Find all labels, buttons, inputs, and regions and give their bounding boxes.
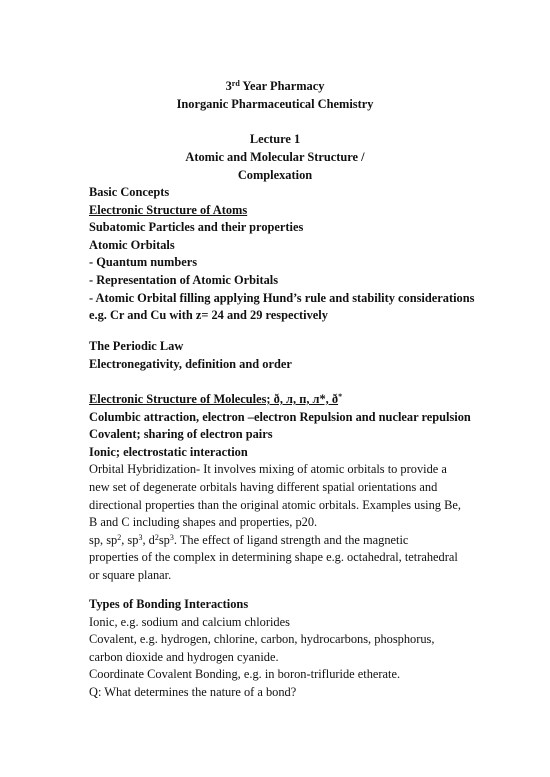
lecture-title-line1: Atomic and Molecular Structure / xyxy=(185,150,365,164)
section-periodic-law xyxy=(89,338,461,373)
atomic-orbitals-heading: Atomic Orbitals xyxy=(89,237,175,252)
section-basic-concepts xyxy=(89,184,475,325)
representation-item: - Representation of Atomic Orbitals xyxy=(89,272,279,287)
year-text: Year Pharmacy xyxy=(239,79,325,93)
year-heading xyxy=(0,78,550,96)
covalent-sharing-item: Covalent; sharing of electron pairs xyxy=(89,427,273,442)
section-bonding-interactions xyxy=(89,596,461,702)
ionic-electrostatic-item: Ionic; electrostatic interaction xyxy=(89,444,248,459)
section-molecules xyxy=(89,391,471,585)
year-superscript: rd xyxy=(231,79,240,88)
molecules-heading-superscript: * xyxy=(338,392,343,401)
lecture-title-line2: Complexation xyxy=(237,168,313,182)
electronegativity-item: Electronegativity, definition and order xyxy=(89,356,292,371)
course-title: Inorganic Pharmaceutical Chemistry xyxy=(176,97,374,111)
bonding-types-heading: Types of Bonding Interactions xyxy=(89,597,249,611)
orbital-hybridization-paragraph: Orbital Hybridization- It involves mixing of atomic orbitals to provide a new set of degenerate orbitals having different spatial orientations and directional properties than the original atomic orbitals. Examples using Be, B and C including shapes and properties, p20. xyxy=(89,462,461,530)
columbic-attraction-item: Columbic attraction, electron –electron Repulsion and nuclear repulsion xyxy=(89,409,471,424)
orbital-filling-item: - Atomic Orbital filling applying Hund’s rule and stability considerations xyxy=(89,290,475,305)
electronic-structure-atoms-heading: Electronic Structure of Atoms xyxy=(89,202,248,217)
lecture-number: Lecture 1 xyxy=(249,132,301,146)
cr-cu-example: e.g. Cr and Cu with z= 24 and 29 respectively xyxy=(89,308,328,323)
bond-nature-question: Q: What determines the nature of a bond? xyxy=(89,684,297,699)
electronic-structure-molecules-heading xyxy=(89,391,461,409)
covalent-example: Covalent, e.g. hydrogen, chlorine, carbon, hydrocarbons, phosphorus, carbon dioxide and hydrogen cyanide. xyxy=(89,632,435,664)
subatomic-particles: Subatomic Particles and their properties xyxy=(89,220,304,235)
ionic-example: Ionic, e.g. sodium and calcium chlorides xyxy=(89,614,290,629)
quantum-numbers-item: - Quantum numbers xyxy=(89,255,198,270)
hybridization-types-paragraph: sp, $sp^2$, $sp^3$, $d^2sp^3$. The effect of ligand strength and the magnetic properties of the complex in determining shape e.g. octahedral, tetrahedral or square planar. xyxy=(89,532,458,582)
molecules-heading-text: Electronic Structure of Molecules; ð, л, п, л*, ð xyxy=(89,392,339,406)
periodic-law-heading: The Periodic Law xyxy=(89,339,184,353)
year-number: 3 xyxy=(225,79,232,93)
coordinate-covalent-example: Coordinate Covalent Bonding, e.g. in boron-trifluride etherate. xyxy=(89,667,401,682)
basic-concepts-heading: Basic Concepts xyxy=(89,185,170,199)
